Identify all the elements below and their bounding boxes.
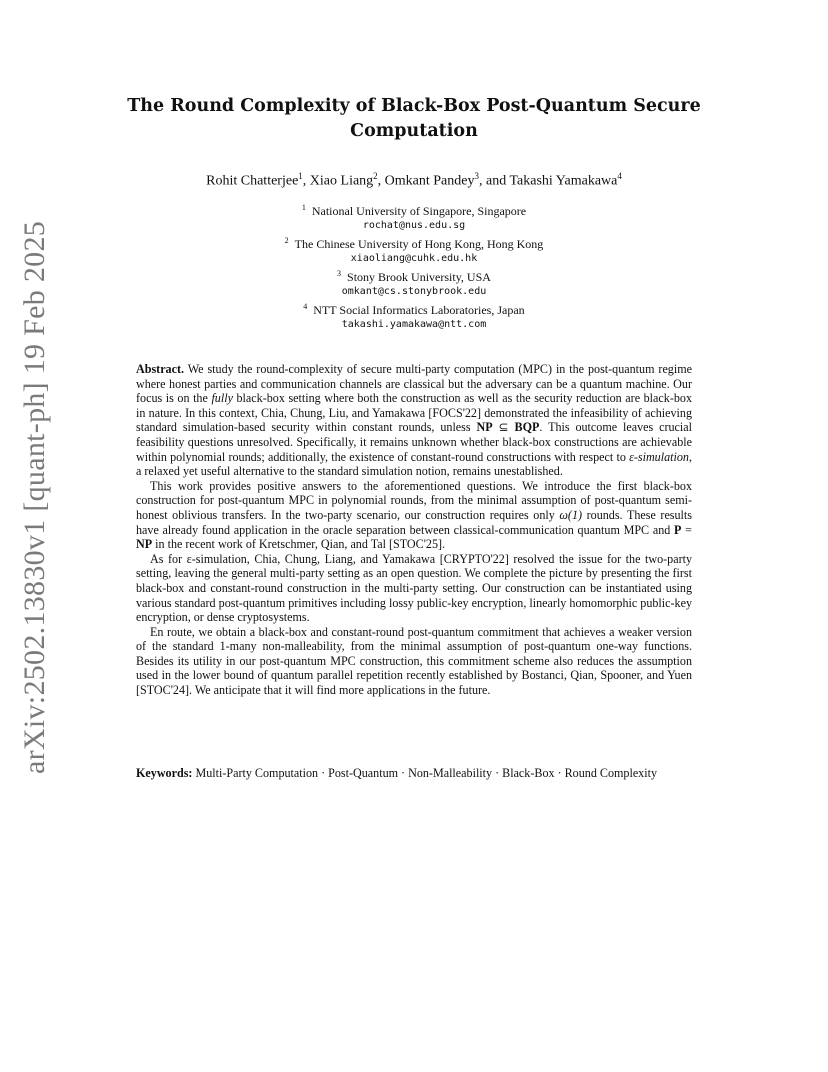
abstract-text: . This outcome leaves crucial feasibility questions unresolved. Specifically, it remains unknown whether black-box constructions are achievable within polynomial rounds; additionally, the existence of constant-round constructions with respect to [136,420,692,464]
author-affiliation-mark: 4 [617,171,622,181]
author-name: Xiao Liang [309,173,374,189]
math-symbol: ⊆ [492,420,515,435]
abstract-paragraph: As for ε-simulation, Chia, Chung, Liang, and Yamakawa [CRYPTO'22] resolved the issue for the two-party setting, leaving the general multi-party setting as an open question. We complete the picture by presenting the first black-box and constant-round construction in the multi-party setting. Our construction can be instantiated using various standard post-quantum primitives including lossy public-key encryption, linearly homomorphic public-key encryption, or dense cryptosystems. [136,551,692,625]
affiliation-number: 1 [301,203,306,212]
author-email: xiaoliang@cuhk.edu.hk [350,253,478,264]
author-email: rochat@nus.edu.sg [362,220,466,231]
abstract-text: This work provides positive answers to the aforementioned questions. We introduce the first black-box construction for post-quantum MPC in polynomial rounds, from the minimal assumption of post-quantum semi-honest oblivious transfers. In the two-party scenario, our construction requires only [136,478,692,522]
abstract-text: We study the round-complexity of secure multi-party computation (MPC) in the post-quantum regime where honest parties and communication channels are classical but the adversary can be a quantum machine. Our focus is on the [136,362,692,406]
math-symbol: = [681,522,692,537]
affiliation [200,233,628,252]
author-name: Rohit Chatterjee [206,173,299,189]
author-email: omkant@cs.stonybrook.edu [341,286,487,297]
abstract-paragraph: En route, we obtain a black-box and constant-round post-quantum commitment that achieves a weaker version of the standard 1-many non-malleability, from the minimal assumption of post-quantum one-way functions. Besides its utility in our post-quantum MPC construction, this commitment scheme also reduces the assumption used in the lower bound of quantum parallel repetition recently established by Bostanci, Qian, Spooner, and Yuen [STOC'24]. We anticipate that it will find more applications in the future. [136,624,692,698]
affiliation [200,200,628,219]
abstract-paragraph [136,362,692,479]
abstract-text: , a relaxed yet useful alternative to the standard simulation notion, remains unestablished. [136,449,692,479]
affiliation-list [200,200,628,332]
abstract-text: in the recent work of Kretschmer, Qian, and Tal [STOC'25]. [152,537,446,552]
author-affiliation-mark: 3 [474,171,479,181]
keywords-text: Multi-Party Computation · Post-Quantum · Non-Malleability · Black-Box · Round Complexity [192,766,657,780]
affiliation-name: Stony Brook University, USA [347,270,491,284]
abstract-emphasis: ε-simulation [629,449,689,464]
arxiv-identifier-stamp: arXiv:2502.13830v1 [quant-ph] 19 Feb 2025 [18,220,51,774]
affiliation-number: 4 [303,302,308,311]
author-list [100,171,728,190]
math-expression: ω(1) [559,507,583,522]
affiliation-name: NTT Social Informatics Laboratories, Japan [313,303,525,317]
affiliation-number: 3 [337,269,342,278]
paper-title: The Round Complexity of Black-Box Post-Quantum Secure Computation [127,96,701,141]
affiliation [200,266,628,285]
abstract-label: Abstract. [136,362,185,376]
abstract-emphasis: fully [211,391,233,406]
complexity-class: NP [476,420,493,435]
complexity-class: BQP [514,420,540,435]
affiliation [200,299,628,318]
abstract-text: black-box setting where both the construction as well as the security reduction are black-box in nature. In this context, Chia, Chung, Liu, and Yamakawa [FOCS'22] demonstrated the infeasibility of achieving standard simulation-based security within constant rounds, unless [136,391,692,435]
author-email: takashi.yamakawa@ntt.com [341,319,487,330]
complexity-class: P [674,522,682,537]
abstract-paragraph [136,479,692,552]
abstract-text: rounds. These results have already found application in the oracle separation between classical-communication quantum MPC and [136,507,692,537]
keywords-label: Keywords: [136,766,193,780]
abstract-section [136,362,692,698]
affiliation-number: 2 [284,236,289,245]
author-affiliation-mark: 1 [298,171,303,181]
keywords-section [136,766,692,781]
author-separator: , [377,173,385,189]
affiliation-name: National University of Singapore, Singapore [311,204,527,218]
author-name: Takashi Yamakawa [509,173,618,189]
author-separator: , and [479,173,510,189]
affiliation-name: The Chinese University of Hong Kong, Hong Kong [294,237,544,251]
author-affiliation-mark: 2 [373,171,378,181]
author-separator: , [302,173,310,189]
complexity-class: NP [136,537,153,552]
author-name: Omkant Pandey [384,173,475,189]
